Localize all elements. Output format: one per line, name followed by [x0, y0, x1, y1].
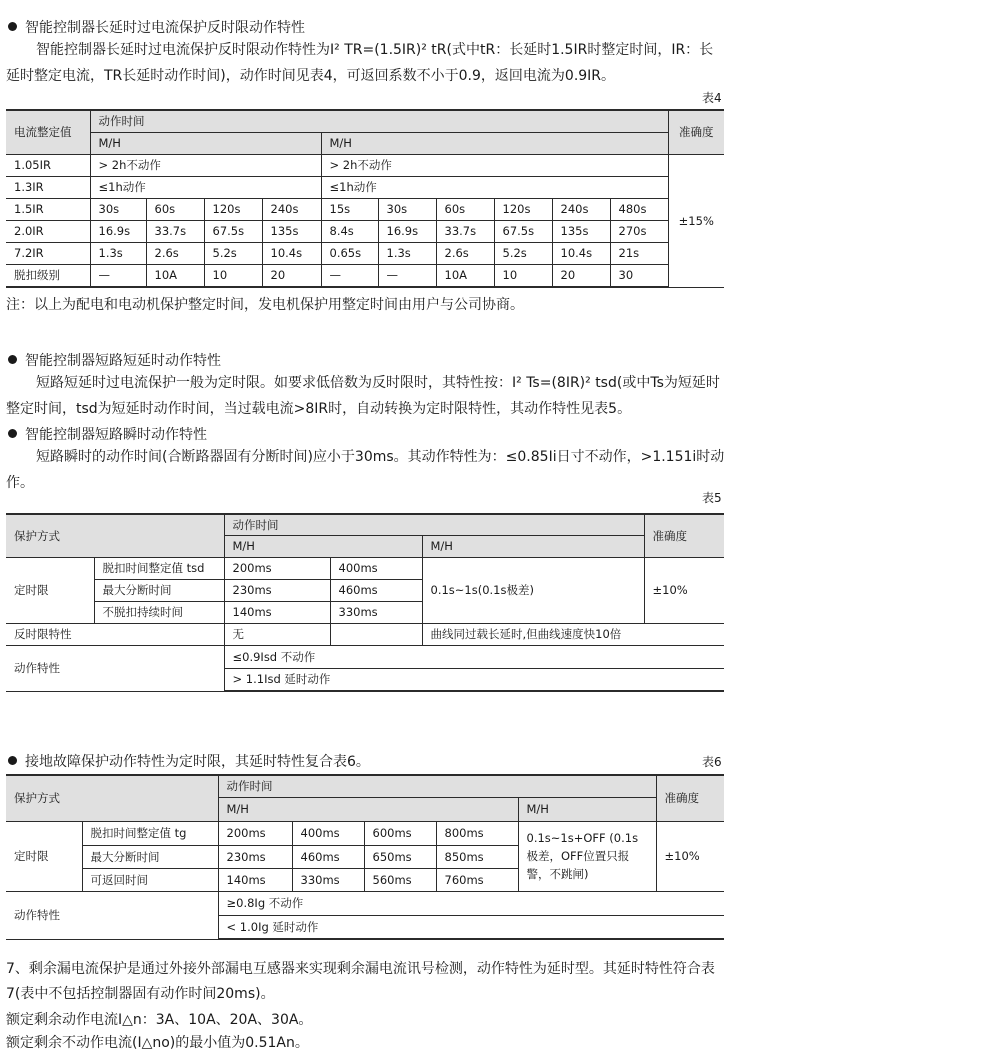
table-cell: 动作特性: [6, 645, 224, 691]
table-row: [6, 176, 724, 198]
table-cell: 5.2s: [494, 242, 552, 264]
table4-header-setting: 电流整定值: [6, 110, 90, 154]
table-row: [6, 645, 724, 668]
table-cell: 动作特性: [6, 891, 218, 939]
table-row: [6, 821, 724, 845]
table-cell: 140ms: [218, 868, 292, 891]
table6-header-accuracy: 准确度: [656, 775, 724, 821]
table-cell: 21s: [610, 242, 668, 264]
table-cell: 760ms: [436, 868, 518, 891]
table-cell: 10.4s: [262, 242, 321, 264]
table5-header-time: 动作时间: [224, 514, 644, 535]
table-row: [6, 891, 724, 915]
section-heading-ground-fault: [8, 751, 370, 771]
table-cell: 1.3IR: [6, 176, 90, 198]
table-cell: 10: [204, 264, 262, 287]
bullet-icon: [8, 429, 17, 438]
table-cell: 560ms: [364, 868, 436, 891]
table-cell: 330ms: [292, 868, 364, 891]
table-cell: 0.65s: [321, 242, 378, 264]
table-cell: 可返回时间: [82, 868, 218, 891]
table-cell: 33.7s: [146, 220, 204, 242]
table-cell: 30s: [378, 198, 436, 220]
table-cell: 15s: [321, 198, 378, 220]
table6-definite-time: 定时限: [6, 821, 82, 891]
table5-mh2-value: 0.1s~1s(0.1s极差): [422, 557, 644, 623]
table-row: [6, 220, 724, 242]
table-cell: 230ms: [218, 845, 292, 868]
table-cell: 脱扣级别: [6, 264, 90, 287]
paragraph-residual-current: 7、剩余漏电流保护是通过外接外部漏电互感器来实现剩余漏电流讯号检测，动作特性为延时型。其延时特性符合表7(表中不包括控制器固有动作时间20ms)。: [6, 961, 715, 1002]
table-cell: 240s: [552, 198, 610, 220]
table-cell: 650ms: [364, 845, 436, 868]
table-cell: —: [378, 264, 436, 287]
paragraph-long-delay: 智能控制器长延时过电流保护反时限动作特性为I² TR=(1.5IR)² tR(式中tR：长延时1.5IR时整定时间，IR：长延时整定电流，TR长延时动作时间)，动作时间见表4，可返回系数不小于0.9，返回电流为0.9IR。: [6, 42, 714, 84]
table-cell: ≤0.9Isd 不动作: [224, 645, 724, 668]
table5-header-accuracy: 准确度: [644, 514, 724, 557]
table-row: [6, 557, 724, 579]
table-cell: 460ms: [292, 845, 364, 868]
table6-header-mode: 保护方式: [6, 775, 218, 821]
table-cell: 16.9s: [90, 220, 146, 242]
table-row: [6, 623, 724, 645]
table-row: [6, 264, 724, 287]
table-cell: 1.5IR: [6, 198, 90, 220]
table-cell: 2.6s: [146, 242, 204, 264]
table-cell: 60s: [436, 198, 494, 220]
table-cell: —: [321, 264, 378, 287]
table-cell: 800ms: [436, 821, 518, 845]
table4-caption: 表4: [702, 91, 722, 105]
paragraph-instantaneous: 短路瞬时的动作时间(合断路器固有分断时间)应小于30ms。其动作特性为：≤0.85Ii日寸不动作，>1.151i时动作。: [6, 449, 725, 491]
table-cell: 460ms: [330, 579, 422, 601]
table4-header-accuracy: 准确度: [668, 110, 724, 154]
table-cell: 600ms: [364, 821, 436, 845]
table4-note: 注：以上为配电和电动机保护整定时间，发电机保护用整定时间由用户与公司协商。: [6, 297, 524, 313]
table-cell: 330ms: [330, 601, 422, 623]
table-cell: 接地故障保护动作特性为定时限，其延时特性复合表6。: [25, 754, 370, 770]
table5-accuracy-value: ±10%: [644, 557, 724, 623]
table-cell: 30: [610, 264, 668, 287]
table-cell: 135s: [262, 220, 321, 242]
table-cell: 5.2s: [204, 242, 262, 264]
table-cell: 10A: [436, 264, 494, 287]
table-cell: 16.9s: [378, 220, 436, 242]
table-cell: 230ms: [224, 579, 330, 601]
section-heading-long-delay: [8, 17, 305, 37]
table5-caption: 表5: [702, 491, 722, 505]
table-cell: 2.6s: [436, 242, 494, 264]
table-cell: 120s: [204, 198, 262, 220]
table4: [6, 109, 724, 288]
table4-header-mh-1: M/H: [90, 132, 321, 154]
table5-definite-time: 定时限: [6, 557, 94, 623]
table-cell: > 1.1Isd 延时动作: [224, 668, 724, 691]
table-cell: 33.7s: [436, 220, 494, 242]
table-cell: 67.5s: [204, 220, 262, 242]
table-cell: 400ms: [292, 821, 364, 845]
table5-header-mh-2: M/H: [422, 535, 644, 557]
table-cell: 8.4s: [321, 220, 378, 242]
table-cell: 7.2IR: [6, 242, 90, 264]
table-cell: 反时限特性: [6, 623, 224, 645]
table-cell: 最大分断时间: [94, 579, 224, 601]
table-cell: < 1.0Ig 延时动作: [218, 915, 724, 939]
table6: [6, 774, 724, 940]
table-cell: 270s: [610, 220, 668, 242]
table5-header-mode: 保护方式: [6, 514, 224, 557]
table-cell: ≤1h动作: [321, 176, 668, 198]
table-cell: —: [90, 264, 146, 287]
table-cell: 智能控制器短路瞬时动作特性: [25, 427, 207, 443]
table-cell: 曲线同过载长延时,但曲线速度快10倍: [422, 623, 724, 645]
table-cell: 67.5s: [494, 220, 552, 242]
table-cell: 850ms: [436, 845, 518, 868]
table6-header-mh-2: M/H: [518, 797, 656, 821]
bullet-icon: [8, 756, 17, 765]
table-cell: 400ms: [330, 557, 422, 579]
table-cell: 20: [552, 264, 610, 287]
bullet-icon: [8, 22, 17, 31]
table-row: [6, 242, 724, 264]
table-cell: 智能控制器长延时过电流保护反时限动作特性: [25, 20, 305, 36]
table5-header-mh-1: M/H: [224, 535, 422, 557]
paragraph-short-delay: 短路短延时过电流保护一般为定时限。如要求低倍数为反时限时，其特性按：I² Ts=(8IR)² tsd(或中Ts为短延时整定时间，tsd为短延时动作时间，当过载电流>8IR时，自动转换为定时限特性，其动作特性见表5。: [6, 375, 720, 417]
table-cell: [330, 623, 422, 645]
table-cell: ≥0.8Ig 不动作: [218, 891, 724, 915]
table5: [6, 513, 724, 692]
table-cell: 脱扣时间整定值 tsd: [94, 557, 224, 579]
table-cell: 不脱扣持续时间: [94, 601, 224, 623]
table4-accuracy-value: ±15%: [668, 154, 724, 287]
section-heading-instantaneous: [8, 424, 207, 444]
table6-accuracy-value: ±10%: [656, 821, 724, 891]
table-cell: 480s: [610, 198, 668, 220]
table-cell: 30s: [90, 198, 146, 220]
table6-header-time: 动作时间: [218, 775, 656, 797]
table-cell: 10A: [146, 264, 204, 287]
table-cell: > 2h不动作: [321, 154, 668, 176]
table-row: [6, 198, 724, 220]
table-cell: 2.0IR: [6, 220, 90, 242]
table-cell: 140ms: [224, 601, 330, 623]
table-cell: 60s: [146, 198, 204, 220]
table-cell: 1.3s: [378, 242, 436, 264]
table-cell: 智能控制器短路短延时动作特性: [25, 353, 221, 369]
table6-caption: 表6: [702, 755, 722, 769]
table6-mh2-value: 0.1s~1s+OFF (0.1s极差，OFF位置只报警，不跳闸): [518, 821, 656, 891]
table-cell: 无: [224, 623, 330, 645]
table-cell: ≤1h动作: [90, 176, 321, 198]
table-cell: 20: [262, 264, 321, 287]
table-row: [6, 154, 724, 176]
table-cell: 1.05IR: [6, 154, 90, 176]
table4-header-mh-2: M/H: [321, 132, 668, 154]
section-heading-short-delay: [8, 350, 221, 370]
table-cell: 240s: [262, 198, 321, 220]
table-cell: 120s: [494, 198, 552, 220]
table-cell: 脱扣时间整定值 tg: [82, 821, 218, 845]
table-cell: 200ms: [224, 557, 330, 579]
table-cell: > 2h不动作: [90, 154, 321, 176]
table4-header-time: 动作时间: [90, 110, 668, 132]
table-cell: 最大分断时间: [82, 845, 218, 868]
residual-non-operating-current: 额定剩余不动作电流(I△no)的最小值为0.51An。: [6, 1035, 309, 1051]
table6-header-mh-1: M/H: [218, 797, 518, 821]
table-cell: 135s: [552, 220, 610, 242]
residual-rated-current: 额定剩余动作电流I△n：3A、10A、20A、30A。: [6, 1012, 313, 1028]
table-cell: 200ms: [218, 821, 292, 845]
table-cell: 1.3s: [90, 242, 146, 264]
table-cell: 10: [494, 264, 552, 287]
table-cell: 10.4s: [552, 242, 610, 264]
bullet-icon: [8, 355, 17, 364]
